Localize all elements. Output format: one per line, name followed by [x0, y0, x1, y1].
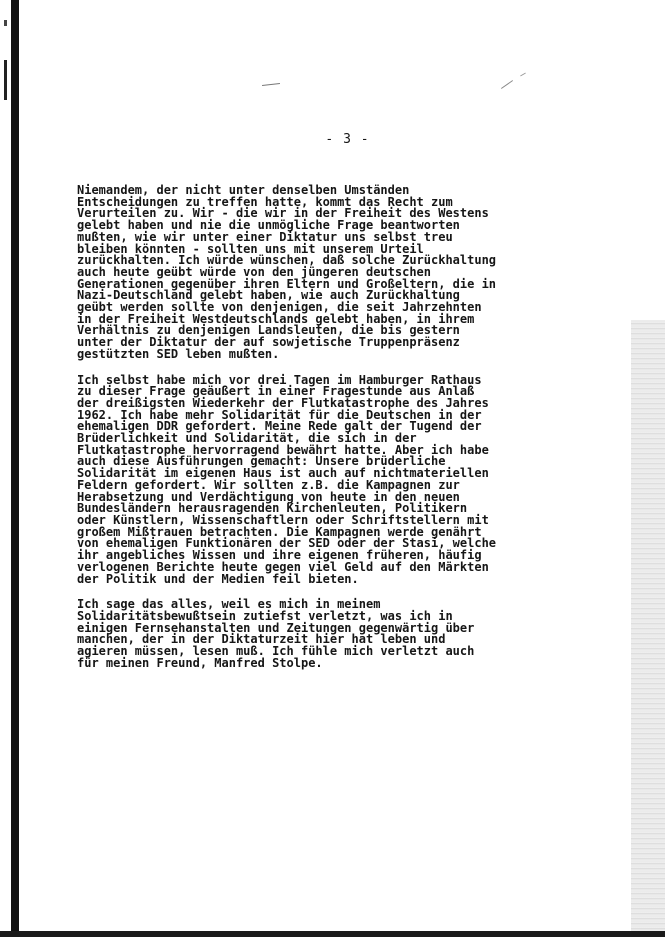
- paragraph-3: [77, 599, 577, 669]
- scan-bottom-border: [0, 931, 665, 937]
- text-line: Verurteilen zu. Wir - die wir in der Freiheit des Westens: [77, 206, 489, 221]
- text-line: für meinen Freund, Manfred Stolpe.: [77, 655, 323, 670]
- text-line: agieren müssen, lesen muß. Ich fühle mich verletzt auch: [77, 644, 475, 659]
- text-line: auch diese Ausführungen gemacht: Unsere brüderliche: [77, 454, 446, 469]
- text-line: der dreißigsten Wiederkehr der Flutkatastrophe des Jahres: [77, 395, 489, 410]
- text-line: Bundesländern herausragenden Kirchenleuten, Politikern: [77, 501, 468, 516]
- text-line: 1962. Ich habe mehr Solidarität für die Deutschen in der: [77, 407, 482, 422]
- document-body: [77, 185, 577, 683]
- scan-speck: [520, 73, 526, 77]
- scan-speck: [262, 83, 280, 86]
- text-line: mußten, wie wir unter einer Diktatur uns selbst treu: [77, 229, 453, 244]
- text-line: Verhältnis zu denjenigen Landsleuten, die bis gestern: [77, 323, 460, 338]
- scan-speck: [4, 20, 7, 26]
- text-line: Solidarität im eigenen Haus ist auch auf nichtmateriellen: [77, 466, 489, 481]
- text-line: in der Freiheit Westdeutschlands gelebt haben, in ihrem: [77, 311, 475, 326]
- text-line: Nazi-Deutschland gelebt haben, wie auch Zurückhaltung: [77, 288, 460, 303]
- text-line: Niemandem, der nicht unter denselben Umständen: [77, 183, 410, 197]
- text-line: gelebt haben und nie die unmögliche Frage beantworten: [77, 218, 460, 233]
- text-line: oder Künstlern, Wissenschaftlern oder Schriftstellern mit: [77, 512, 489, 527]
- text-line: Solidaritätsbewußtsein zutiefst verletzt, was ich in: [77, 608, 453, 623]
- text-line: Ich selbst habe mich vor drei Tagen im Hamburger Rathaus: [77, 372, 482, 387]
- text-line: gestützten SED leben mußten.: [77, 346, 280, 361]
- text-line: zurückhalten. Ich würde wünschen, daß solche Zurückhaltung: [77, 253, 497, 268]
- text-line: ihr angebliches Wissen und ihre eigenen früheren, häufig: [77, 548, 482, 563]
- text-line: bleiben könnten - sollten uns mit unserem Urteil: [77, 241, 424, 256]
- text-line: großem Mißtrauen betrachten. Die Kampagnen werde genährt: [77, 524, 482, 539]
- text-line: unter der Diktatur der auf sowjetische Truppenpräsenz: [77, 335, 460, 350]
- scan-speck: [501, 80, 513, 89]
- text-line: Brüderlichkeit und Solidarität, die sich in der: [77, 431, 417, 446]
- text-line: geübt werden sollte von denjenigen, die seit Jahrzehnten: [77, 300, 482, 315]
- page-number: - 3 -: [325, 132, 370, 147]
- text-line: Generationen gegenüber ihren Eltern und Großeltern, die in: [77, 276, 497, 291]
- text-line: ehemaligen DDR gefordert. Meine Rede galt der Tugend der: [77, 419, 482, 434]
- scan-right-edge-noise: [631, 320, 665, 937]
- text-line: einigen Fernsehanstalten und Zeitungen gegenwärtig über: [77, 620, 475, 635]
- text-line: Ich sage das alles, weil es mich in meinem: [77, 597, 381, 612]
- text-line: Flutkatastrophe hervorragend bewährt hatte. Aber ich habe: [77, 442, 489, 457]
- text-line: zu dieser Frage geäußert in einer Fragestunde aus Anlaß: [77, 384, 475, 399]
- scan-left-mark: [4, 60, 7, 100]
- text-line: Entscheidungen zu treffen hatte, kommt das Recht zum: [77, 194, 453, 209]
- text-line: von ehemaligen Funktionären der SED oder der Stasi, welche: [77, 536, 497, 551]
- paragraph-2: [77, 372, 577, 586]
- text-line: auch heute geübt würde von den jüngeren deutschen: [77, 264, 432, 279]
- text-line: Herabsetzung und Verdächtigung von heute in den neuen: [77, 489, 460, 504]
- text-line: der Politik und der Medien feil bieten.: [77, 571, 359, 586]
- text-line: Feldern gefordert. Wir sollten z.B. die Kampagnen zur: [77, 477, 460, 492]
- paragraph-1: [77, 185, 577, 361]
- text-line: manchen, der in der Diktaturzeit hier hat leben und: [77, 632, 446, 647]
- text-line: verlogenen Berichte heute gegen viel Geld auf den Märkten: [77, 559, 489, 574]
